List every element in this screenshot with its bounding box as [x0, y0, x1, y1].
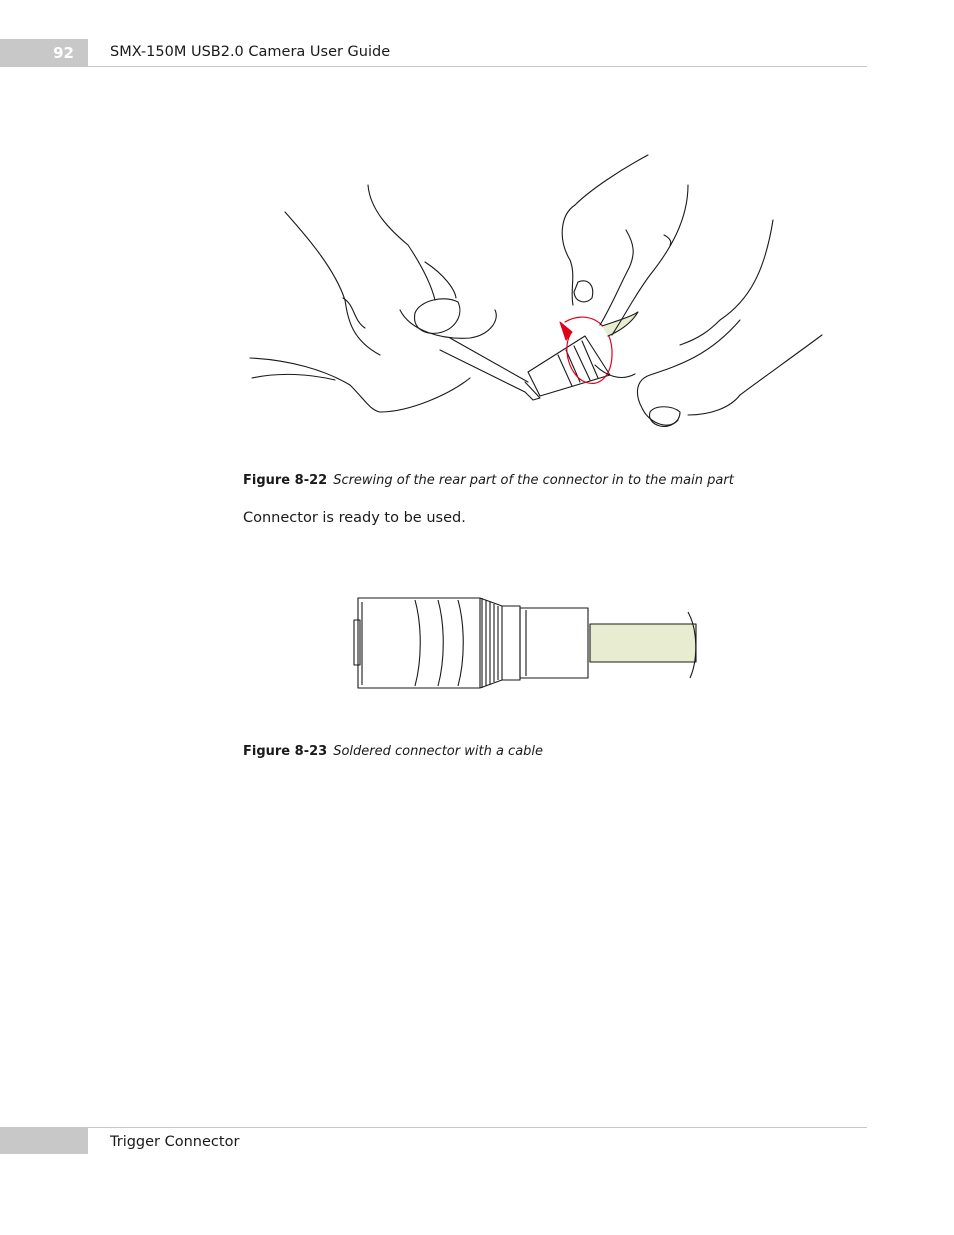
footer-box	[0, 1127, 88, 1154]
footer-rule	[88, 1127, 867, 1128]
figure-8-23-text: Soldered connector with a cable	[333, 744, 544, 759]
document-title: SMX-150M USB2.0 Camera User Guide	[110, 44, 391, 60]
figure-8-23-illustration	[350, 590, 710, 690]
page-number-box	[0, 39, 88, 67]
figure-8-22-illustration	[240, 150, 830, 435]
header-rule	[88, 66, 867, 67]
figure-8-22-text: Screwing of the rear part of the connector in to the main part	[333, 473, 734, 488]
figure-8-23-number: Figure 8-23	[243, 744, 328, 759]
figure-8-22-number: Figure 8-22	[243, 473, 328, 488]
figure-8-23-caption	[243, 743, 543, 761]
body-paragraph: Connector is ready to be used.	[243, 510, 466, 526]
figure-8-22-caption	[243, 472, 734, 490]
footer-section: Trigger Connector	[110, 1134, 240, 1150]
page-number: 92	[53, 44, 74, 62]
